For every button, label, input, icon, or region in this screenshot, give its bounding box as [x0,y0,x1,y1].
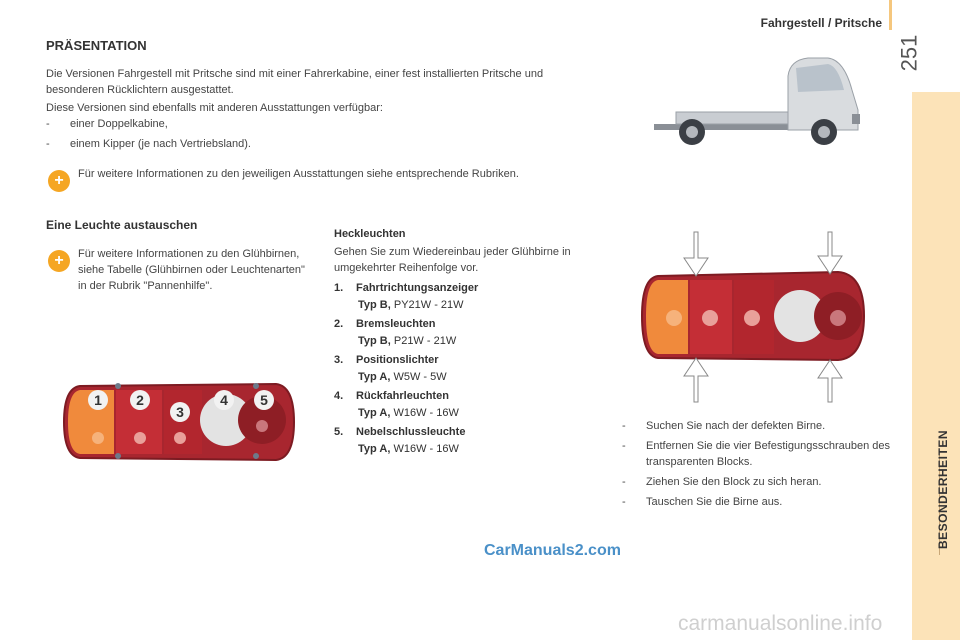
rear-lights-intro: Gehen Sie zum Wiedereinbau jeder Glühbirne in umgekehrter Reihenfolge vor. [334,246,571,274]
presentation-paragraph-2: Diese Versionen sind ebenfalls mit anderen Ausstattungen verfügbar: [46,102,383,114]
list-item: - Entfernen Sie die vier Befestigungsschrauben des transparenten Blocks. [622,440,890,468]
rear-lamp-numbered-illustration [62,378,298,466]
bulb-5 [830,310,846,326]
lamp-removal-illustration [638,228,868,406]
list-item: - einer Doppelkabine, [46,118,168,130]
header-accent-bar [889,0,892,30]
bulb-1 [92,432,104,444]
screw-icon [253,453,259,459]
list-item: 3. Positionslichter Typ A, W5W - 5W [334,354,447,383]
front-bumper [852,114,860,124]
bulb-1 [666,310,682,326]
lamp-section-title: Eine Leuchte austauschen [46,218,198,232]
callout-label-2: 2 [136,392,144,408]
list-item: - Ziehen Sie den Block zu sich heran. [622,476,822,488]
bulb-2 [702,310,718,326]
presentation-bullet-list [46,116,596,156]
bulb-2 [134,432,146,444]
presentation-info-text: Für weitere Informationen zu den jeweiligen Ausstattungen siehe entsprechende Rubriken. [78,168,519,180]
bulb-3 [744,310,760,326]
callout-label-5: 5 [260,392,268,408]
screw-icon [253,383,259,389]
callout-label-4: 4 [220,392,228,408]
side-tab [912,92,960,640]
header-title: Fahrgestell / Pritsche [760,16,882,30]
arrow-down-icon [684,232,708,276]
side-tab-label: BESONDERHEITEN [936,430,950,550]
watermark-carmanuals2[interactable]: CarManuals2.com [484,542,621,559]
screw-icon [115,383,121,389]
list-item: - einem Kipper (je nach Vertriebsland). [46,138,251,150]
bulb-5 [256,420,268,432]
bulb-3 [174,432,186,444]
page-number: 251 [896,34,922,72]
callout-label-1: 1 [94,392,102,408]
replacement-steps [622,418,892,514]
presentation-title: PRÄSENTATION [46,38,147,53]
front-hub [818,126,830,138]
list-item: 1. Fahrtrichtungsanzeiger Typ B, PY21W - 21W [334,282,479,311]
arrow-up-icon [684,358,708,402]
list-item: 4. Rückfahrleuchten Typ A, W16W - 16W [334,390,459,419]
watermark-carmanualsonline[interactable]: carmanualsonline.info [678,612,883,635]
callout-label-3: 3 [176,404,184,420]
bulb-list [334,280,604,460]
lamp-section-info-text: Für weitere Informationen zu den Glühbirnen, siehe Tabelle (Glühbirnen oder Leuchtenarten" in der Rubrik "Pannenhilfe". [78,248,305,292]
arrow-down-icon [818,232,842,274]
rear-lights-title: Heckleuchten [334,228,406,240]
list-item: - Tauschen Sie die Birne aus. [622,496,783,508]
arrow-up-icon [818,360,842,402]
info-plus-icon: + [48,170,70,192]
list-item: 2. Bremsleuchten Typ B, P21W - 21W [334,318,457,347]
list-item: - Suchen Sie nach der defekten Birne. [622,420,826,432]
rear-hub [686,126,698,138]
position-segment [164,390,202,454]
list-item: 5. Nebelschlussleuchte Typ A, W16W - 16W [334,426,466,455]
chassis-frame [654,124,794,130]
chassis-cab-truck-illustration [648,54,862,150]
presentation-paragraph-1: Die Versionen Fahrgestell mit Pritsche sind mit einer Fahrerkabine, einer fest installierten Pritsche und besonderen Rücklichtern ausgestattet. [46,68,544,96]
info-plus-icon: + [48,250,70,272]
screw-icon [115,453,121,459]
